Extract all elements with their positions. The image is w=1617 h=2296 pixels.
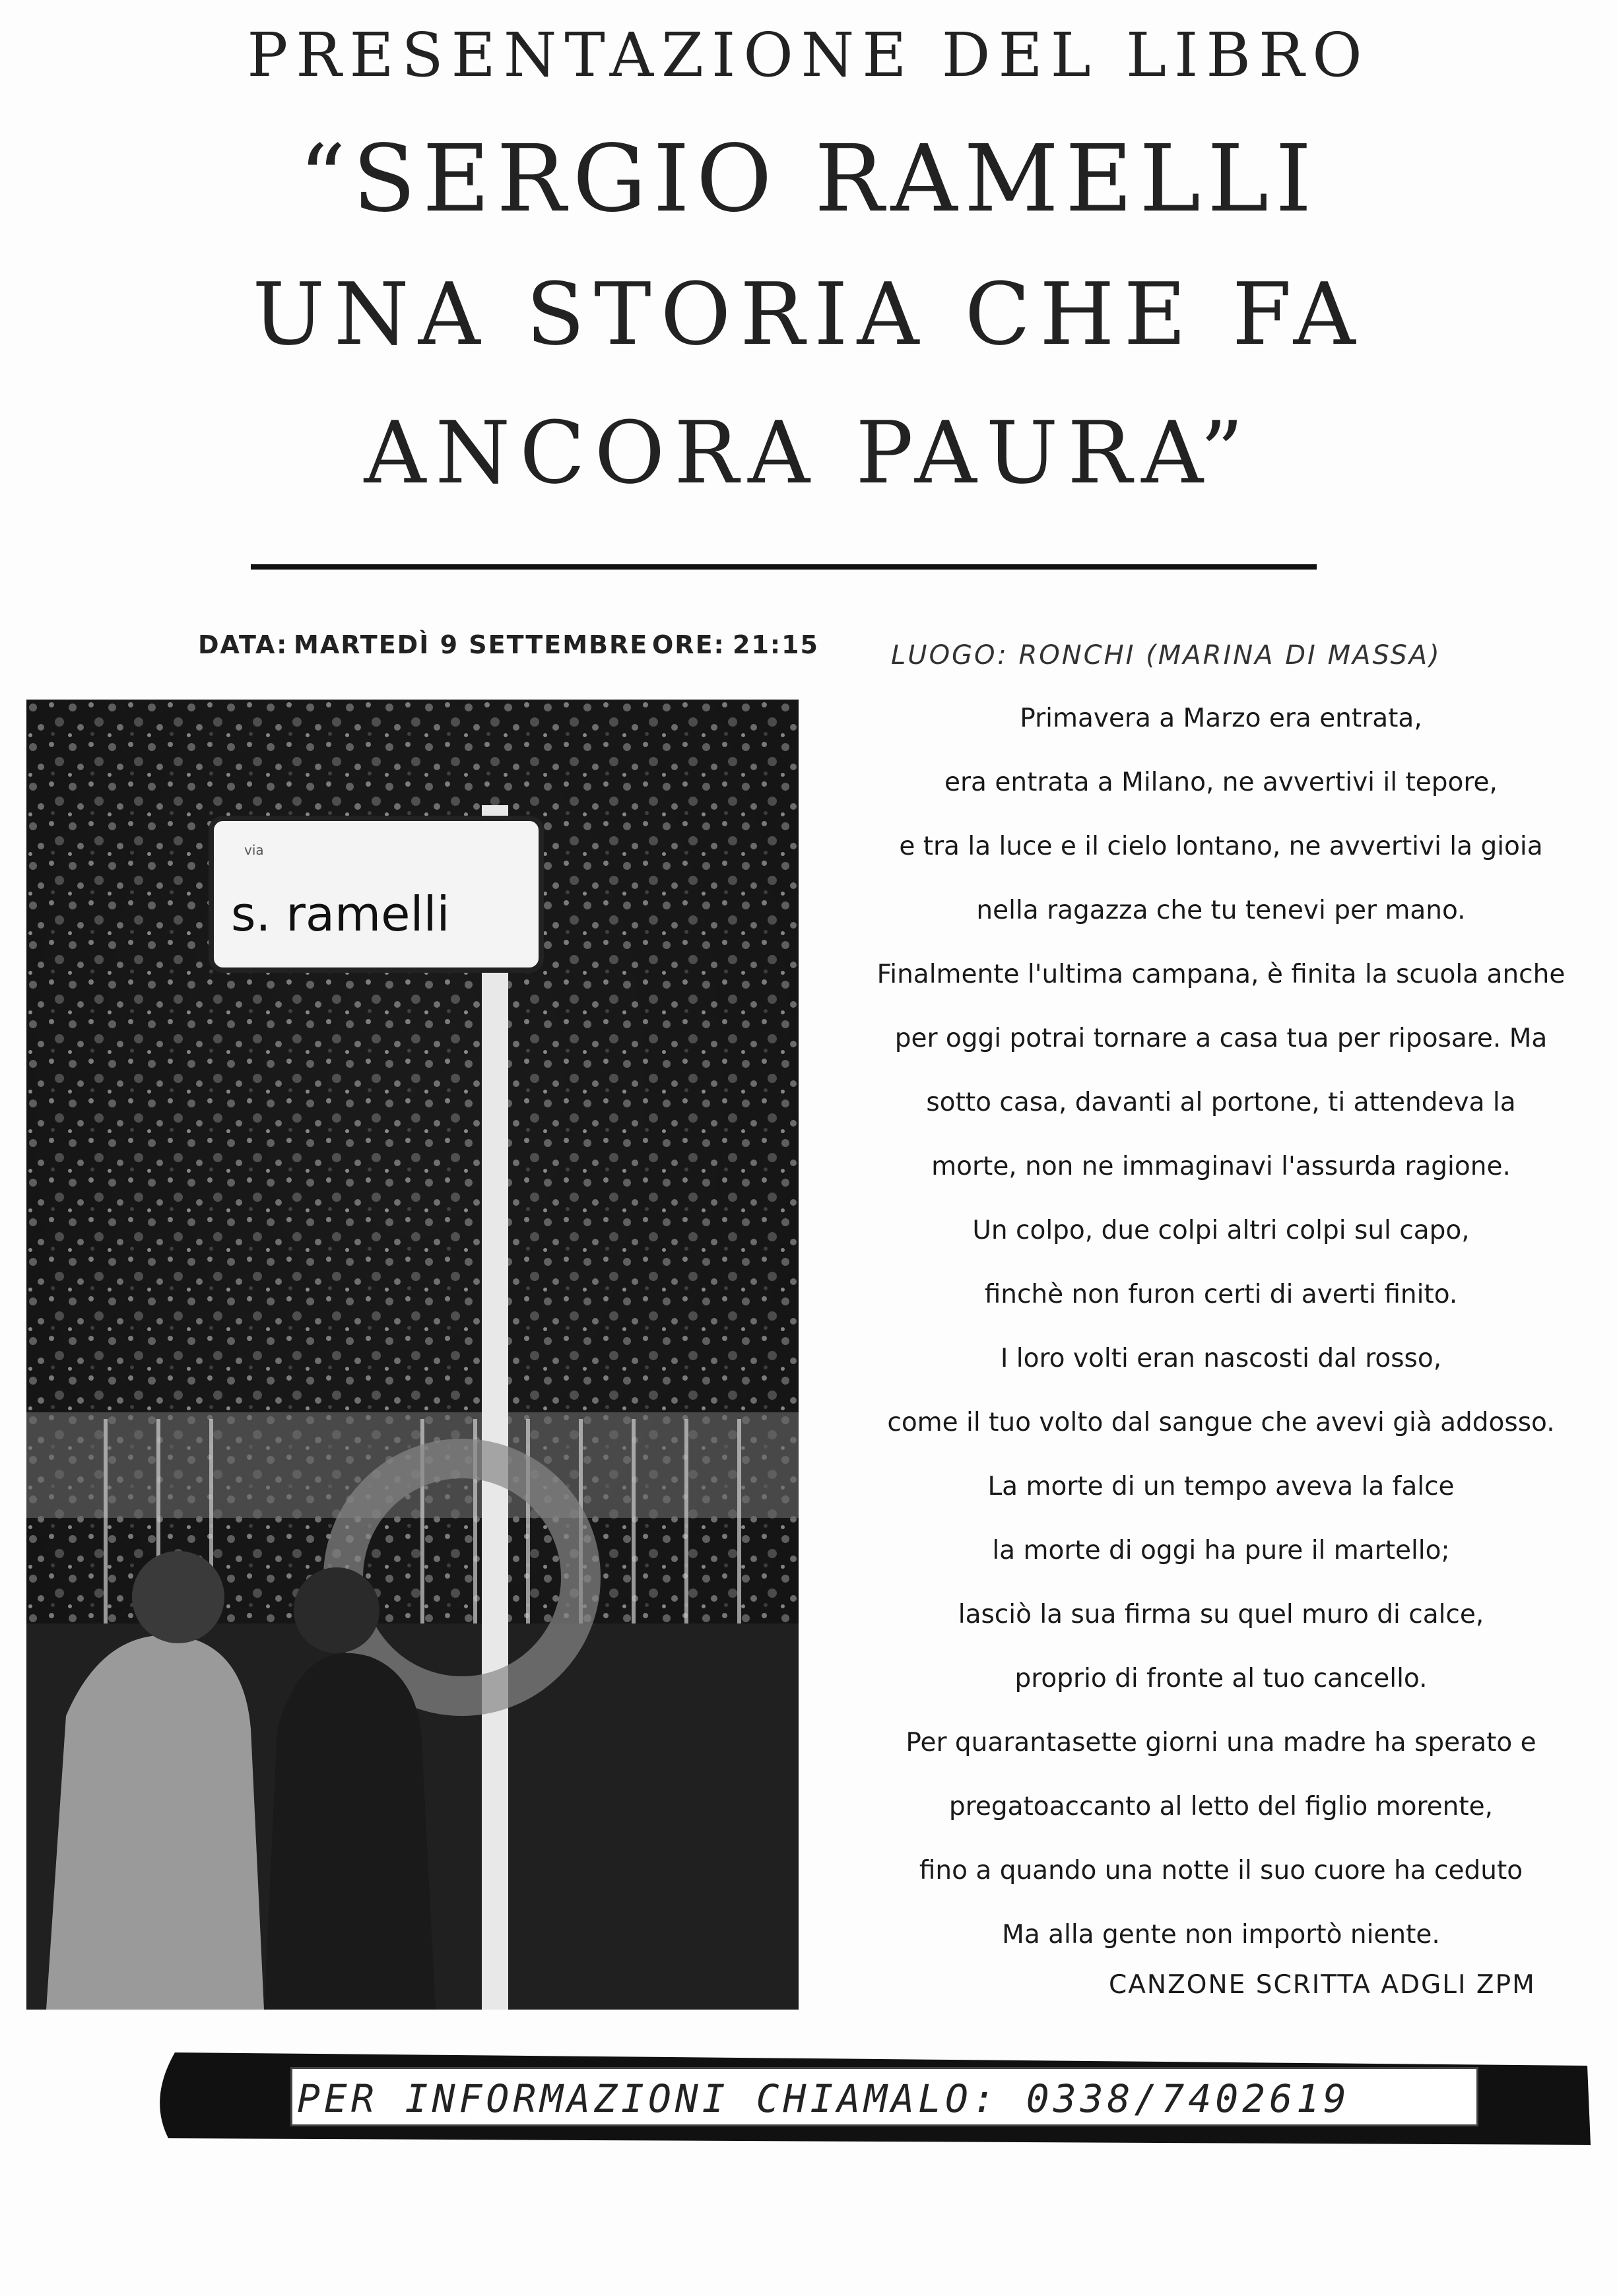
song-credit: CANZONE SCRITTA ADGLI ZPM (1109, 1970, 1536, 2000)
poem-line: nella ragazza che tu tenevi per mano. (976, 896, 1466, 925)
poem-line: La morte di un tempo aveva la falce (987, 1472, 1455, 1501)
poem-line: Finalmente l'ultima campana, è finita la scuola anche (876, 960, 1566, 989)
poem-line: per oggi potrai tornare a casa tua per riposare. Ma (894, 1024, 1548, 1053)
poem-line: finchè non furon certi di averti finito. (984, 1280, 1458, 1309)
poem-line: proprio di fronte al tuo cancello. (1014, 1664, 1428, 1693)
poem-line: come il tuo volto dal sangue che avevi già addosso. (887, 1408, 1555, 1437)
poem-line: pregatoaccanto al letto del figlio morente, (948, 1792, 1494, 1821)
sign-prefix: via (244, 842, 264, 858)
book-title-line-2: UNA STORIA CHE FA (252, 264, 1365, 364)
book-title-line-3: ANCORA PAURA” (364, 403, 1253, 503)
book-title-line-1: “SERGIO RAMELLI (298, 125, 1319, 233)
title-divider (251, 564, 1317, 570)
poem-line: fino a quando una notte il suo cuore ha ceduto (919, 1856, 1523, 1886)
poem-line: sotto casa, davanti al portone, ti attendeva la (926, 1088, 1516, 1117)
street-sign-photo (26, 700, 799, 2010)
date-value: MARTEDÌ 9 SETTEMBRE (294, 630, 649, 659)
time-label: ORE: (652, 630, 725, 659)
photo-illustration (26, 700, 799, 2010)
poem-line: morte, non ne immaginavi l'assurda ragione. (931, 1152, 1511, 1181)
date-label: DATA: (198, 630, 288, 659)
info-phone-text: PER INFORMAZIONI CHIAMALO: 0338/7402619 (297, 2076, 1350, 2121)
poem-line: I loro volti eran nascosti dal rosso, (1000, 1344, 1442, 1373)
poem-line: Primavera a Marzo era entrata, (1020, 704, 1422, 733)
poem-line: Un colpo, due colpi altri colpi sul capo, (972, 1216, 1470, 1245)
poem-line: era entrata a Milano, ne avvertivi il tepore, (944, 768, 1498, 797)
poem-block (838, 686, 1604, 1967)
poem-line: e tra la luce e il cielo lontano, ne avvertivi la gioia (899, 832, 1543, 861)
presentation-heading: PRESENTAZIONE DEL LIBRO (247, 20, 1370, 90)
poem-line: la morte di oggi ha pure il martello; (992, 1536, 1450, 1565)
poem-line: Ma alla gente non importò niente. (1002, 1920, 1440, 1950)
sign-text: s. ramelli (231, 886, 450, 942)
time-value: 21:15 (733, 630, 819, 659)
poem-line: Per quarantasette giorni una madre ha sperato e (906, 1728, 1536, 1757)
handwritten-place: LUOGO: RONCHI (MARINA DI MASSA) (891, 640, 1441, 671)
poem-line: lasciò la sua firma su quel muro di calce, (958, 1600, 1484, 1629)
